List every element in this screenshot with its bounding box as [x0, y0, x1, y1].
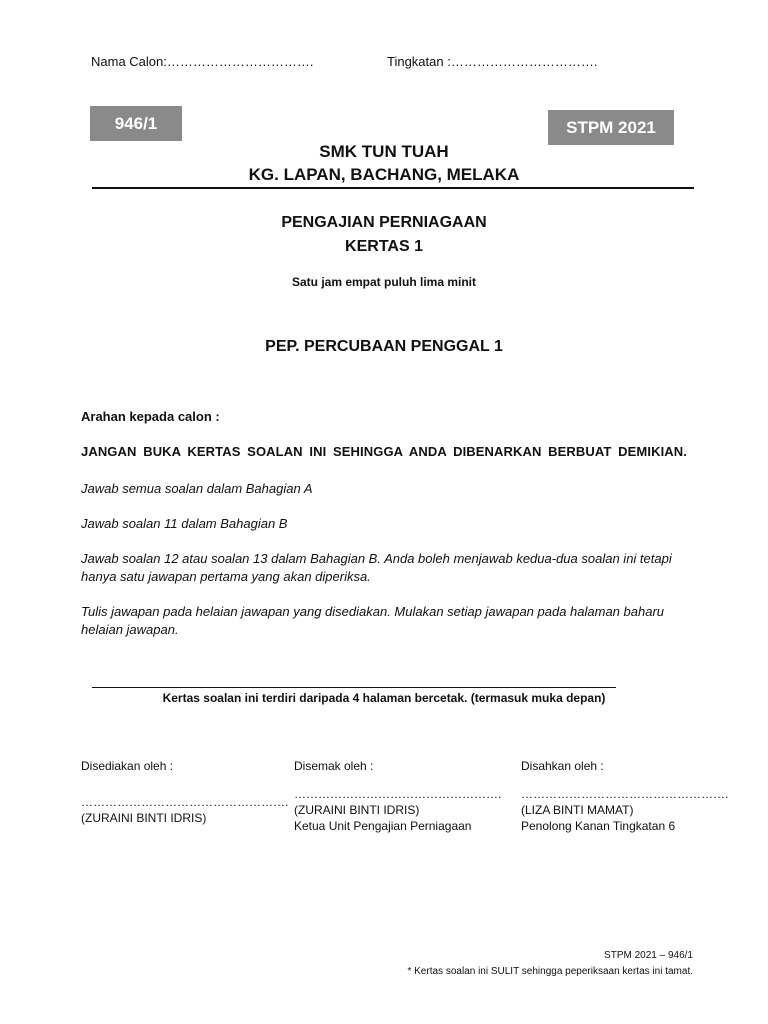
signature-line: …………………………………………….: [521, 787, 729, 801]
signature-line: …………………………………………….: [294, 787, 502, 801]
form-level-field: Tingkatan :…………………………….: [387, 54, 598, 69]
school-name: SMK TUN TUAH: [319, 142, 449, 161]
signature-block-approved: [521, 758, 728, 834]
instructions-heading: Arahan kepada calon :: [81, 409, 220, 424]
instruction-item: Jawab semua soalan dalam Bahagian A: [81, 481, 313, 496]
candidate-name-field: Nama Calon:…………………………….: [91, 54, 314, 69]
instructions-warning: JANGAN BUKA KERTAS SOALAN INI SEHINGGA ANDA DIBENARKAN BERBUAT DEMIKIAN.: [81, 444, 687, 459]
footer-note: * Kertas soalan ini SULIT sehingga peperiksaan kertas ini tamat.: [407, 966, 693, 977]
subject-paper: KERTAS 1: [345, 238, 423, 255]
exam-duration: Satu jam empat puluh lima minit: [291, 275, 477, 289]
signature-label: Disediakan oleh :: [81, 759, 174, 773]
instruction-item: Tulis jawapan pada helaian jawapan yang disediakan. Mulakan setiap jawapan pada halaman baharu helaian jawapan.: [81, 604, 665, 637]
note-divider: [92, 687, 616, 688]
signature-position: Ketua Unit Pengajian Perniagaan: [294, 819, 472, 833]
page-count-note: Kertas soalan ini terdiri daripada 4 halaman bercetak. (termasuk muka depan): [162, 691, 606, 705]
signature-position: Penolong Kanan Tingkatan 6: [521, 819, 676, 833]
instruction-item: Jawab soalan 12 atau soalan 13 dalam Bahagian B. Anda boleh menjawab kedua-dua soalan ini tetapi hanya satu jawapan pertama yang akan diperiksa.: [81, 551, 672, 584]
signature-name: (ZURAINI BINTI IDRIS): [294, 803, 420, 817]
signature-label: Disemak oleh :: [294, 759, 374, 773]
signature-name: (ZURAINI BINTI IDRIS): [81, 811, 207, 825]
subject-title: PENGAJIAN PERNIAGAAN: [281, 214, 487, 231]
school-address: KG. LAPAN, BACHANG, MELAKA: [248, 165, 520, 184]
header-divider: [92, 187, 694, 189]
paper-code-box: [90, 106, 182, 141]
signature-label: Disahkan oleh :: [521, 759, 604, 773]
instruction-item: Jawab soalan 11 dalam Bahagian B: [81, 516, 288, 531]
paper-code: 946/1: [114, 113, 158, 133]
footer-code: STPM 2021 – 946/1: [604, 950, 693, 961]
signature-block-reviewed: [294, 758, 501, 834]
exam-year-box: [548, 110, 674, 145]
signature-block-prepared: [81, 758, 288, 826]
exam-year: STPM 2021: [566, 117, 656, 137]
exam-name: PEP. PERCUBAAN PENGGAL 1: [265, 338, 503, 355]
signature-name: (LIZA BINTI MAMAT): [521, 803, 634, 817]
signature-line: …………………………………………….: [81, 795, 289, 809]
